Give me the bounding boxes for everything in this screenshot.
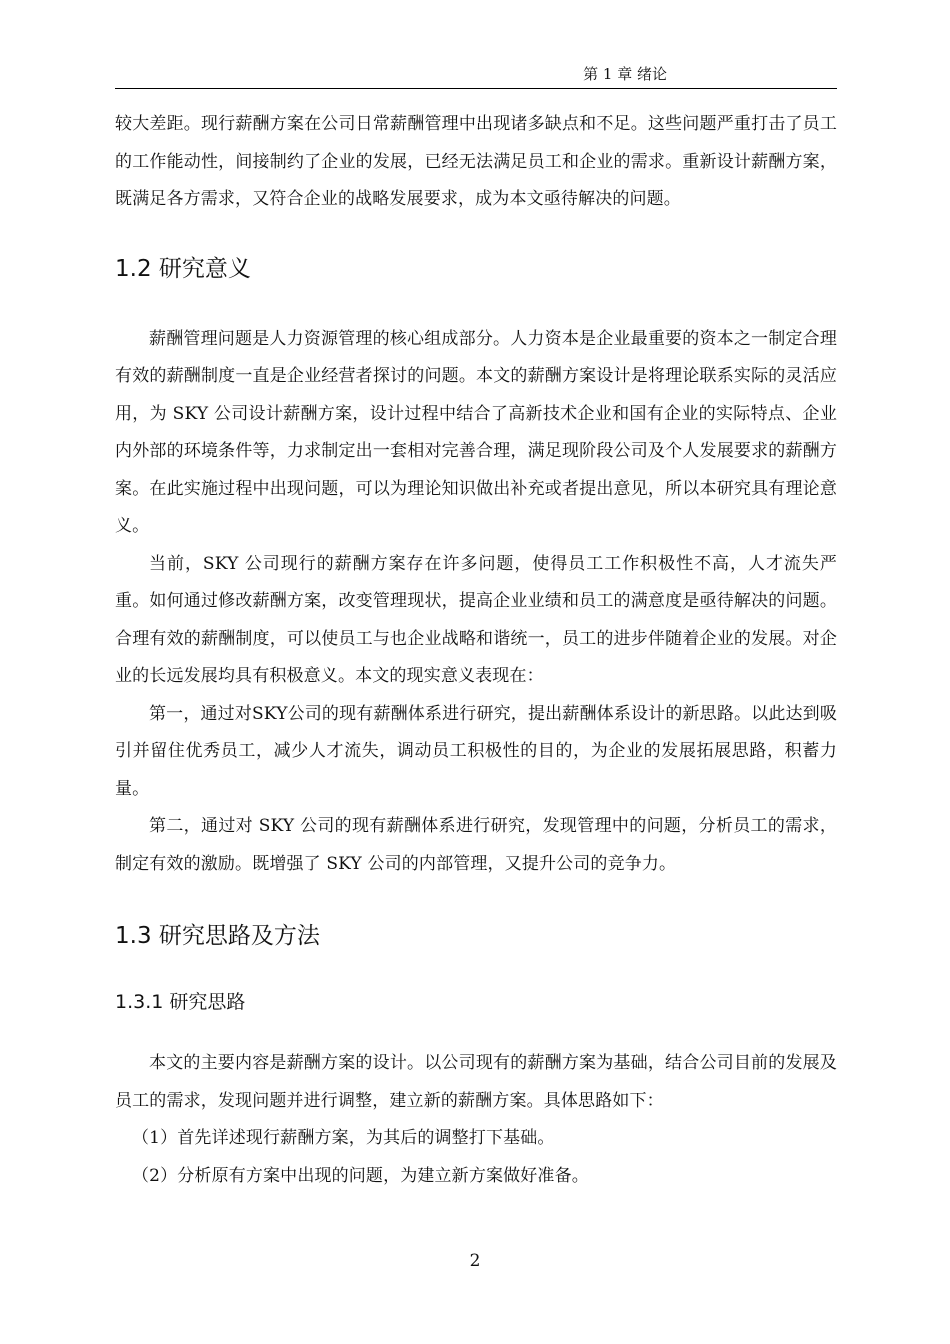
running-header: 第 1 章 绪论 <box>583 65 667 83</box>
paragraph-theoretical-significance: 薪酬管理问题是人力资源管理的核心组成部分。人力资本是企业最重要的资本之一制定合理有效的薪酬制度一直是企业经营者探讨的问题。本文的薪酬方案设计是将理论联系实际的灵活应用，为 SKY 公司设计薪酬方案，设计过程中结合了高新技术企业和国有企业的实际特点、企业内外部的环境条件等，力求制定出一套相对完善合理，满足现阶段公司及个人发展要求的薪酬方案。在此实施过程中出现问题，可以为理论知识做出补充或者提出意见，所以本研究具有理论意义。 <box>115 328 837 536</box>
list-item: （1）首先详述现行薪酬方案，为其后的调整打下基础。 <box>132 1128 555 1148</box>
section-heading-1-2: 1.2 研究意义 <box>115 255 251 282</box>
page-number: 2 <box>469 1251 481 1271</box>
header-rule <box>115 88 837 89</box>
paragraph-point-second: 第二，通过对 SKY 公司的现有薪酬体系进行研究，发现管理中的问题，分析员工的需求，制定有效的激励。既增强了 SKY 公司的内部管理，又提升公司的竞争力。 <box>115 816 837 874</box>
paragraph-research-approach: 本文的主要内容是薪酬方案的设计。以公司现有的薪酬方案为基础，结合公司目前的发展及员工的需求，发现问题并进行调整，建立新的薪酬方案。具体思路如下： <box>115 1053 837 1111</box>
page-content <box>115 106 837 1195</box>
list-item: （2）分析原有方案中出现的问题，为建立新方案做好准备。 <box>132 1165 589 1186</box>
section-heading-1-3: 1.3 研究思路及方法 <box>115 923 320 949</box>
subsection-heading-1-3-1: 1.3.1 研究思路 <box>115 991 246 1013</box>
paragraph-practical-significance: 当前，SKY 公司现行的薪酬方案存在许多问题，使得员工工作积极性不高，人才流失严重。如何通过修改薪酬方案，改变管理现状，提高企业业绩和员工的满意度是亟待解决的问题。合理有效的薪酬制度，可以使员工与也企业战略和谐统一，员工的进步伴随着企业的发展。对企业的长远发展均具有积极意义。本文的现实意义表现在： <box>115 553 837 686</box>
paragraph-point-first: 第一，通过对SKY公司的现有薪酬体系进行研究，提出薪酬体系设计的新思路。以此达到吸引并留住优秀员工，减少人才流失，调动员工积极性的目的，为企业的发展拓展思路，积蓄力量。 <box>115 703 837 799</box>
intro-paragraph: 较大差距。现行薪酬方案在公司日常薪酬管理中出现诸多缺点和不足。这些问题严重打击了员工的工作能动性，间接制约了企业的发展，已经无法满足员工和企业的需求。重新设计薪酬方案，既满足各方需求，又符合企业的战略发展要求，成为本文亟待解决的问题。 <box>115 114 837 209</box>
